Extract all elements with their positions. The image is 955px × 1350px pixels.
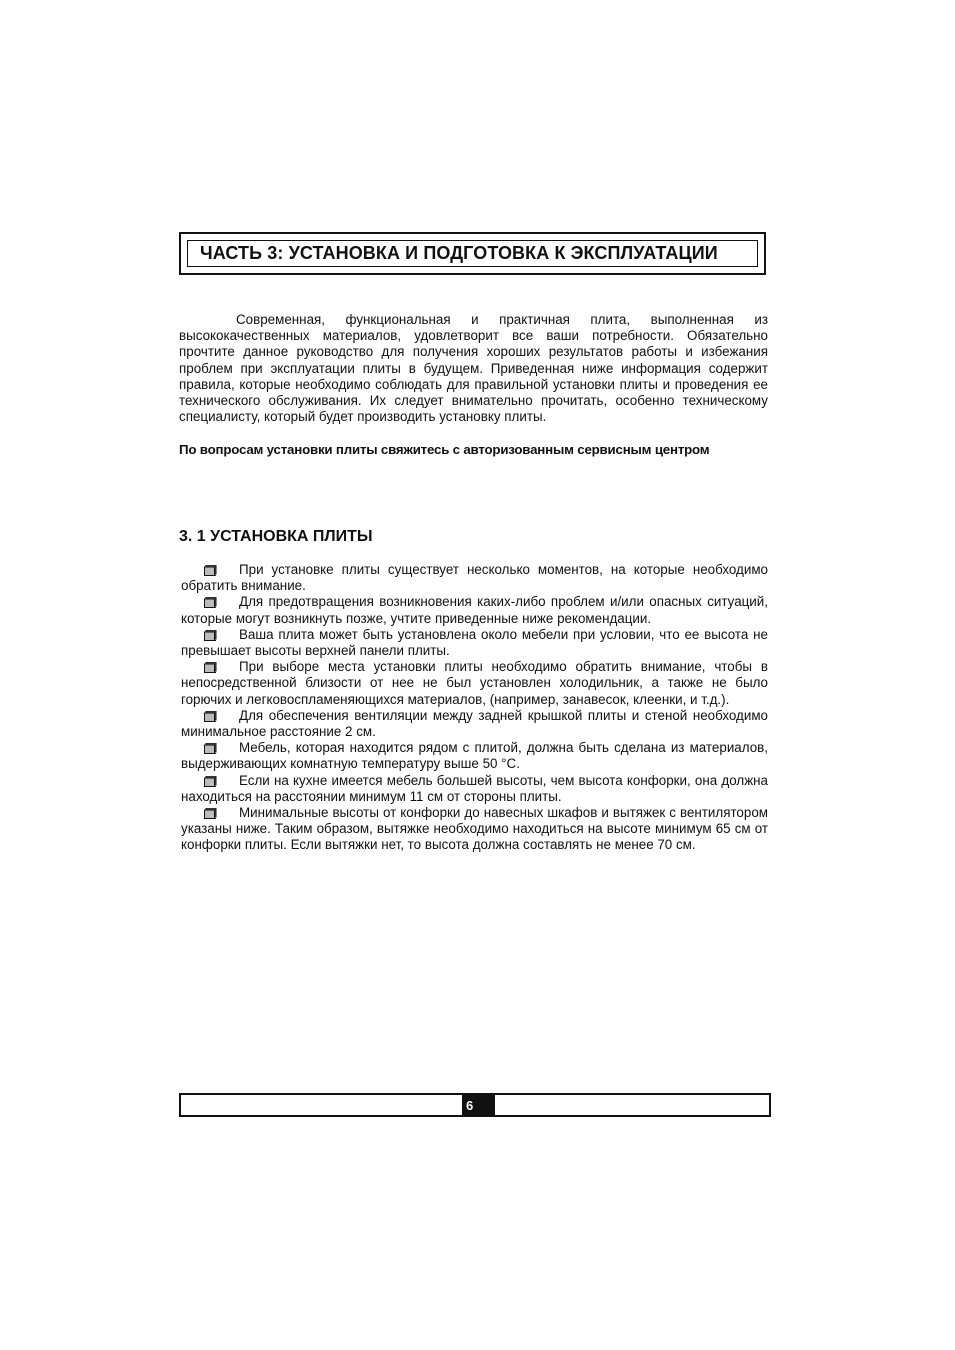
list-item-text: Минимальные высоты от конфорки до навесных шкафов и вытяжек с вентилятором указаны ниже. Таким образом, вытяжке необходимо находиться на высоте минимум 65 см от конфорки плиты. Если вытяжки нет, то высота должна составлять не менее 70 см. <box>181 805 768 853</box>
list-item-text: Ваша плита может быть установлена около мебели при условии, что ее высота не превышает высоты верхней панели плиты. <box>181 626 768 659</box>
list-item <box>181 805 768 854</box>
chapter-title: ЧАСТЬ 3: УСТАНОВКА И ПОДГОТОВКА К ЭКСПЛУАТАЦИИ <box>200 243 718 263</box>
list-item <box>181 773 768 805</box>
page-number: 6 <box>462 1095 495 1115</box>
chapter-header-box <box>179 232 766 275</box>
document-bullet-icon <box>204 630 217 641</box>
document-bullet-icon <box>204 662 217 673</box>
list-item <box>181 740 768 772</box>
chapter-header-inner-frame <box>187 240 758 267</box>
document-bullet-icon <box>204 743 217 754</box>
list-item <box>181 708 768 740</box>
list-item-text: Для предотвращения возникновения каких-либо проблем и/или опасных ситуаций, которые могут возникнуть позже, учтите приведенные ниже рекомендации. <box>181 594 768 626</box>
document-bullet-icon <box>204 565 217 576</box>
intro-paragraph: Современная, функциональная и практичная плита, выполненная из высококачественных материалов, удовлетворит все ваши потребности. Обязательно прочтите данное руководство для получения хороших результатов работы и избежания проблем при эксплуатации плиты в будущем. Приведенная ниже информация содержит правила, которые необходимо соблюдать для правильной установки плиты и проведения ее технического обслуживания. Их следует внимательно прочитать, особенно техническому специалисту, который будет производить установку плиты. <box>179 312 768 425</box>
section-heading: 3. 1 УСТАНОВКА ПЛИТЫ <box>179 528 373 545</box>
document-bullet-icon <box>204 808 217 819</box>
footer-bar <box>179 1093 771 1117</box>
document-bullet-icon <box>204 711 217 722</box>
list-item-text: При выборе места установки плиты необходимо обратить внимание, чтобы в непосредственной близости от нее не был установлен холодильник, а также не было горючих и легковоспламеняющихся материалов, (например, занавесок, клеенки, и т.д.). <box>181 659 768 707</box>
service-contact-note: По вопросам установки плиты свяжитесь с авторизованным сервисным центром <box>179 442 710 457</box>
list-item-text: Мебель, которая находится рядом с плитой, должна быть сделана из материалов, выдерживающих комнатную температуру выше 50 °C. <box>181 740 768 772</box>
list-item-text: Если на кухне имеется мебель большей высоты, чем высота конфорки, она должна находиться на расстоянии минимум 11 см от стороны плиты. <box>181 772 768 804</box>
list-item <box>181 594 768 626</box>
list-item-text: При установке плиты существует несколько моментов, на которые необходимо обратить внимание. <box>181 562 768 594</box>
installation-list <box>181 562 768 854</box>
list-item <box>181 659 768 708</box>
list-item <box>181 627 768 659</box>
document-bullet-icon <box>204 776 217 787</box>
list-item <box>181 562 768 594</box>
document-bullet-icon <box>204 597 217 608</box>
list-item-text: Для обеспечения вентиляции между задней крышкой плиты и стеной необходимо минимальное расстояние 2 см. <box>181 707 768 740</box>
